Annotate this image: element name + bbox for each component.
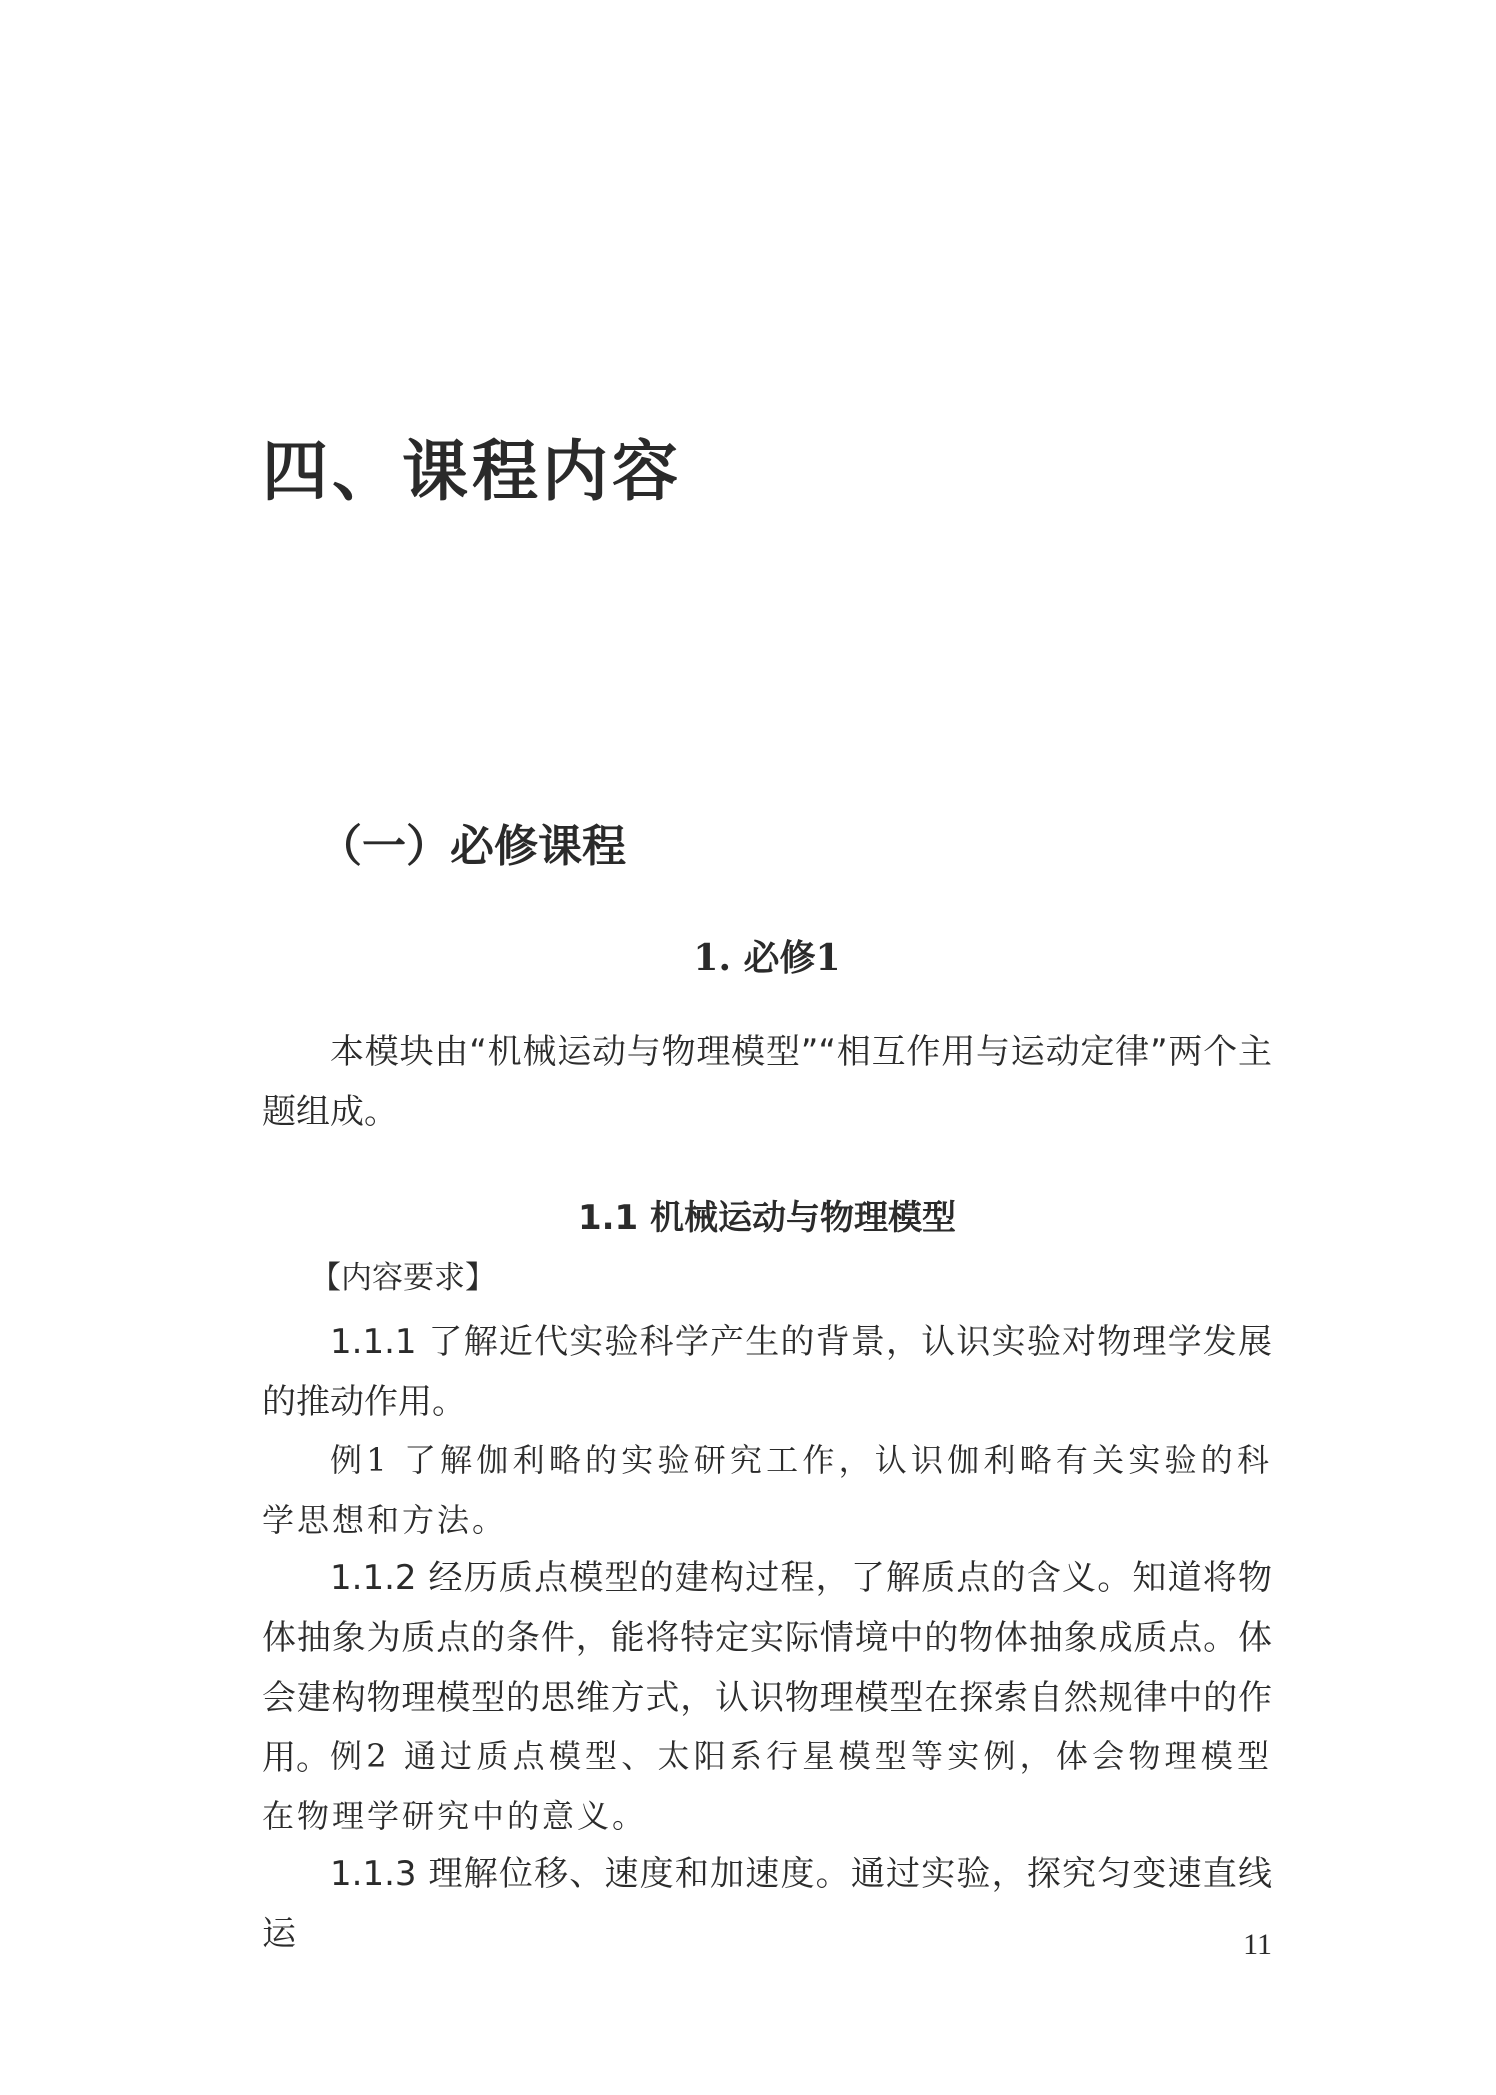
- section-title: （一）必修课程: [318, 821, 626, 872]
- requirement-1-1-2: 1.1.2 经历质点模型的建构过程，了解质点的含义。知道将物体抽象为质点的条件，能将特定实际情境中的物体抽象成质点。体会建构物理模型的思维方式，认识物理模型在探索自然规律中的作用。: [262, 1558, 1272, 1778]
- example-1: 例1 了解伽利略的实验研究工作，认识伽利略有关实验的科学思想和方法。: [262, 1441, 1272, 1539]
- requirement-1-1-1: 1.1.1 了解近代实验科学产生的背景，认识实验对物理学发展的推动作用。: [262, 1322, 1272, 1422]
- page-number: 11: [1243, 1928, 1272, 1961]
- example-2: 例2 通过质点模型、太阳系行星模型等实例，体会物理模型在物理学研究中的意义。: [262, 1737, 1272, 1835]
- chapter-title: 四、课程内容: [262, 432, 682, 510]
- module-intro-paragraph: 本模块由“机械运动与物理模型”“相互作用与运动定律”两个主题组成。: [262, 1032, 1272, 1132]
- requirement-1-1-3: 1.1.3 理解位移、速度和加速度。通过实验，探究匀变速直线运: [262, 1854, 1272, 1954]
- content-requirements-label: 【内容要求】: [310, 1260, 496, 1296]
- topic-title: 1.1 机械运动与物理模型: [577, 1198, 957, 1238]
- module-title: 1. 必修1: [693, 937, 841, 979]
